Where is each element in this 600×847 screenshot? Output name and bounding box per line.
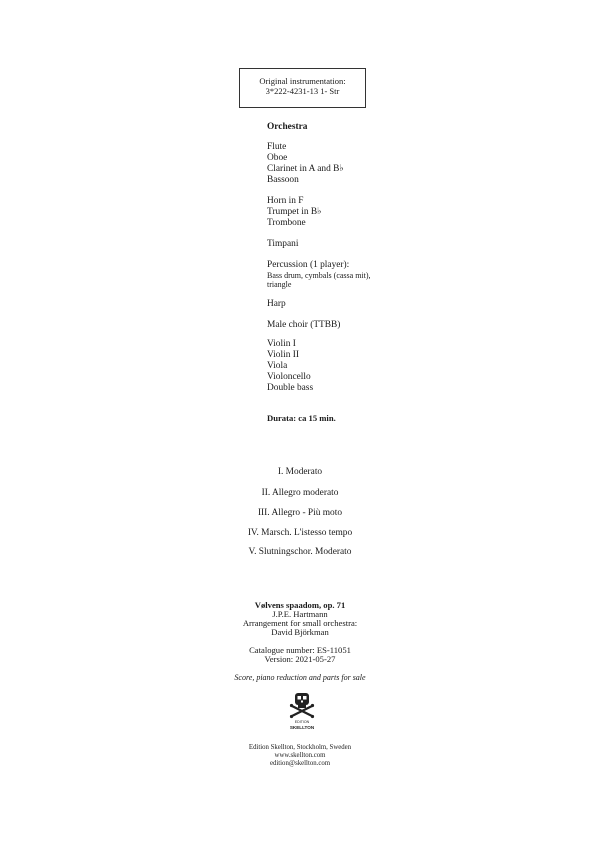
duration: Durata: ca 15 min. — [267, 413, 336, 423]
percussion-detail-2: triangle — [267, 280, 292, 289]
movement-5: V. Slutningschor. Moderato — [248, 547, 352, 557]
version: Version: 2021-05-27 — [264, 654, 336, 664]
instrument-double-bass: Double bass — [267, 383, 314, 393]
orchestra-heading: Orchestra — [267, 122, 308, 132]
instrument-clarinet: Clarinet in A and B♭ — [267, 164, 344, 174]
skull-crossbones-icon — [287, 692, 317, 732]
instrument-harp: Harp — [267, 299, 286, 309]
instrument-flute: Flute — [267, 142, 287, 152]
arranger: David Björkman — [271, 627, 329, 637]
instrument-trombone: Trombone — [267, 218, 306, 228]
instrumentation-label: Original instrumentation: — [259, 76, 346, 86]
instrument-bassoon: Bassoon — [267, 175, 299, 185]
instrument-violin-2: Violin II — [267, 350, 299, 360]
movement-3: III. Allegro - Più moto — [257, 508, 343, 518]
movement-4: IV. Marsch. L'istesso tempo — [247, 528, 353, 538]
instrumentation-box — [239, 68, 366, 108]
movement-2: II. Allegro moderato — [261, 488, 339, 498]
instrument-timpani: Timpani — [267, 239, 299, 249]
percussion-label: Percussion (1 player): — [267, 260, 350, 270]
percussion-detail-1: Bass drum, cymbals (cassa mit), — [267, 271, 371, 280]
publisher-location: Edition Skellton, Stockholm, Sweden — [248, 744, 352, 751]
publisher-email[interactable]: edition@skellton.com — [269, 760, 331, 767]
composer: J.P.E. Hartmann — [272, 609, 328, 619]
publisher-website[interactable]: www.skellton.com — [274, 752, 326, 759]
work-title: Vølvens spaadom, op. 71 — [254, 600, 346, 610]
logo-top-text: EDITION — [294, 720, 310, 724]
catalogue-number: Catalogue number: ES-11051 — [249, 645, 351, 655]
instrumentation-code: 3*222-4231-13 1- Str — [265, 86, 340, 96]
logo-bottom-text: SKELLTON — [289, 725, 315, 730]
instrument-choir: Male choir (TTBB) — [267, 320, 341, 330]
instrument-horn: Horn in F — [267, 196, 304, 206]
movement-1: I. Moderato — [277, 467, 323, 477]
sale-note: Score, piano reduction and parts for sale — [234, 673, 366, 682]
arrangement-label: Arrangement for small orchestra: — [242, 618, 358, 628]
instrument-violin-1: Violin I — [267, 339, 296, 349]
instrument-oboe: Oboe — [267, 153, 288, 163]
skellton-logo — [287, 692, 317, 732]
instrument-viola: Viola — [267, 361, 288, 371]
instrument-trumpet: Trumpet in B♭ — [267, 207, 322, 217]
instrument-violoncello: Violoncello — [267, 372, 311, 382]
